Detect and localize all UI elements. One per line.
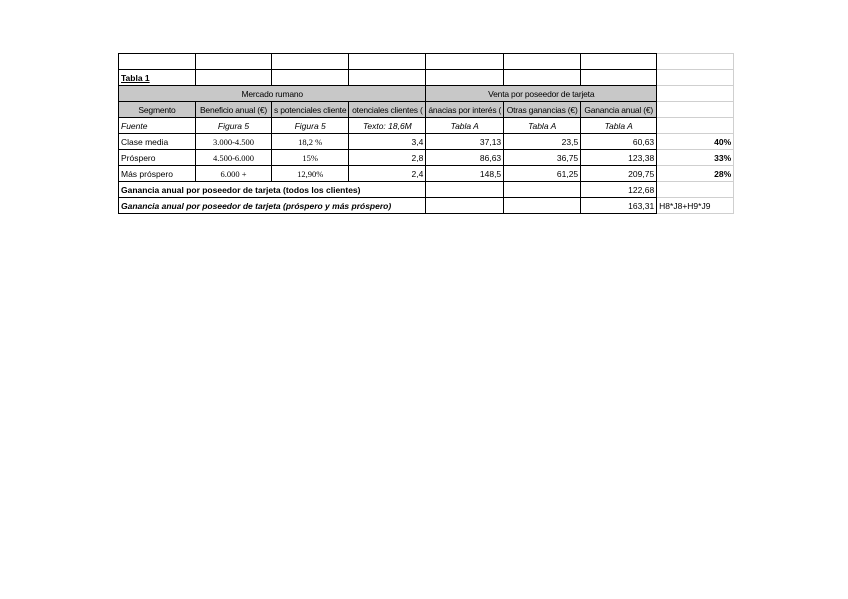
intereses-cell[interactable]: 148,5	[426, 166, 504, 182]
ganancia-cell[interactable]: 60,63	[581, 134, 657, 150]
source-label[interactable]: Fuente	[119, 118, 196, 134]
cell[interactable]	[196, 54, 272, 70]
potenciales-cell[interactable]: 2,4	[349, 166, 426, 182]
source-cell[interactable]: Figura 5	[196, 118, 272, 134]
total-value[interactable]: 163,31	[581, 198, 657, 214]
header-potenciales[interactable]: otenciales clientes (	[349, 102, 426, 118]
column-header-row	[119, 102, 734, 118]
segment-name[interactable]: Próspero	[119, 150, 196, 166]
header-pct-potenciales[interactable]: s potenciales cliente	[272, 102, 349, 118]
cell[interactable]	[657, 118, 734, 134]
source-cell[interactable]: Tabla A	[504, 118, 581, 134]
beneficio-cell[interactable]: 4.500-6.000	[196, 150, 272, 166]
ganancia-cell[interactable]: 209,75	[581, 166, 657, 182]
cell[interactable]	[504, 182, 581, 198]
table-row	[119, 166, 734, 182]
cell[interactable]	[426, 54, 504, 70]
cell[interactable]	[426, 198, 504, 214]
cell[interactable]	[504, 54, 581, 70]
source-row	[119, 118, 734, 134]
cell[interactable]	[272, 54, 349, 70]
table-title[interactable]: Tabla 1	[119, 70, 196, 86]
source-cell[interactable]: Figura 5	[272, 118, 349, 134]
total-label[interactable]: Ganancia anual por poseedor de tarjeta (próspero y más próspero)	[119, 198, 426, 214]
cell[interactable]	[657, 86, 734, 102]
cell[interactable]	[349, 54, 426, 70]
cell[interactable]	[196, 70, 272, 86]
cell[interactable]	[272, 70, 349, 86]
source-cell[interactable]: Texto: 18,6M	[349, 118, 426, 134]
header-ganancia[interactable]: Ganancia anual (€)	[581, 102, 657, 118]
cell[interactable]	[581, 70, 657, 86]
group-header-mercado[interactable]: Mercado rumano	[119, 86, 426, 102]
otras-cell[interactable]: 61,25	[504, 166, 581, 182]
cell[interactable]	[504, 198, 581, 214]
cell[interactable]	[657, 54, 734, 70]
group-header-row	[119, 86, 734, 102]
cell[interactable]	[657, 102, 734, 118]
table-row	[119, 150, 734, 166]
header-segmento[interactable]: Segmento	[119, 102, 196, 118]
beneficio-cell[interactable]: 3.000-4.500	[196, 134, 272, 150]
potenciales-cell[interactable]: 2,8	[349, 150, 426, 166]
total-value[interactable]: 122,68	[581, 182, 657, 198]
ganancia-cell[interactable]: 123,38	[581, 150, 657, 166]
total-row	[119, 198, 734, 214]
intereses-cell[interactable]: 86,63	[426, 150, 504, 166]
cell[interactable]	[504, 70, 581, 86]
source-cell[interactable]: Tabla A	[426, 118, 504, 134]
cell[interactable]	[349, 70, 426, 86]
table-row	[119, 134, 734, 150]
share-cell[interactable]: 28%	[657, 166, 734, 182]
otras-cell[interactable]: 36,75	[504, 150, 581, 166]
spreadsheet-table	[118, 53, 734, 214]
potenciales-cell[interactable]: 3,4	[349, 134, 426, 150]
segment-name[interactable]: Más próspero	[119, 166, 196, 182]
title-row	[119, 70, 734, 86]
share-cell[interactable]: 33%	[657, 150, 734, 166]
cell[interactable]	[119, 54, 196, 70]
pct-cell[interactable]: 18,2 %	[272, 134, 349, 150]
cell[interactable]	[426, 182, 504, 198]
cell[interactable]	[581, 54, 657, 70]
total-label[interactable]: Ganancia anual por poseedor de tarjeta (todos los clientes)	[119, 182, 426, 198]
header-otras[interactable]: Otras ganancias (€)	[504, 102, 581, 118]
group-header-venta[interactable]: Venta por poseedor de tarjeta	[426, 86, 657, 102]
beneficio-cell[interactable]: 6.000 +	[196, 166, 272, 182]
blank-row	[119, 54, 734, 70]
share-cell[interactable]: 40%	[657, 134, 734, 150]
total-row	[119, 182, 734, 198]
header-intereses[interactable]: ánacias por interés (	[426, 102, 504, 118]
formula-note[interactable]: H8*J8+H9*J9	[657, 198, 734, 214]
source-cell[interactable]: Tabla A	[581, 118, 657, 134]
header-beneficio[interactable]: Beneficio anual (€)	[196, 102, 272, 118]
cell[interactable]	[426, 70, 504, 86]
pct-cell[interactable]: 15%	[272, 150, 349, 166]
segment-name[interactable]: Clase media	[119, 134, 196, 150]
cell[interactable]	[657, 182, 734, 198]
pct-cell[interactable]: 12,90%	[272, 166, 349, 182]
intereses-cell[interactable]: 37,13	[426, 134, 504, 150]
cell[interactable]	[657, 70, 734, 86]
otras-cell[interactable]: 23,5	[504, 134, 581, 150]
